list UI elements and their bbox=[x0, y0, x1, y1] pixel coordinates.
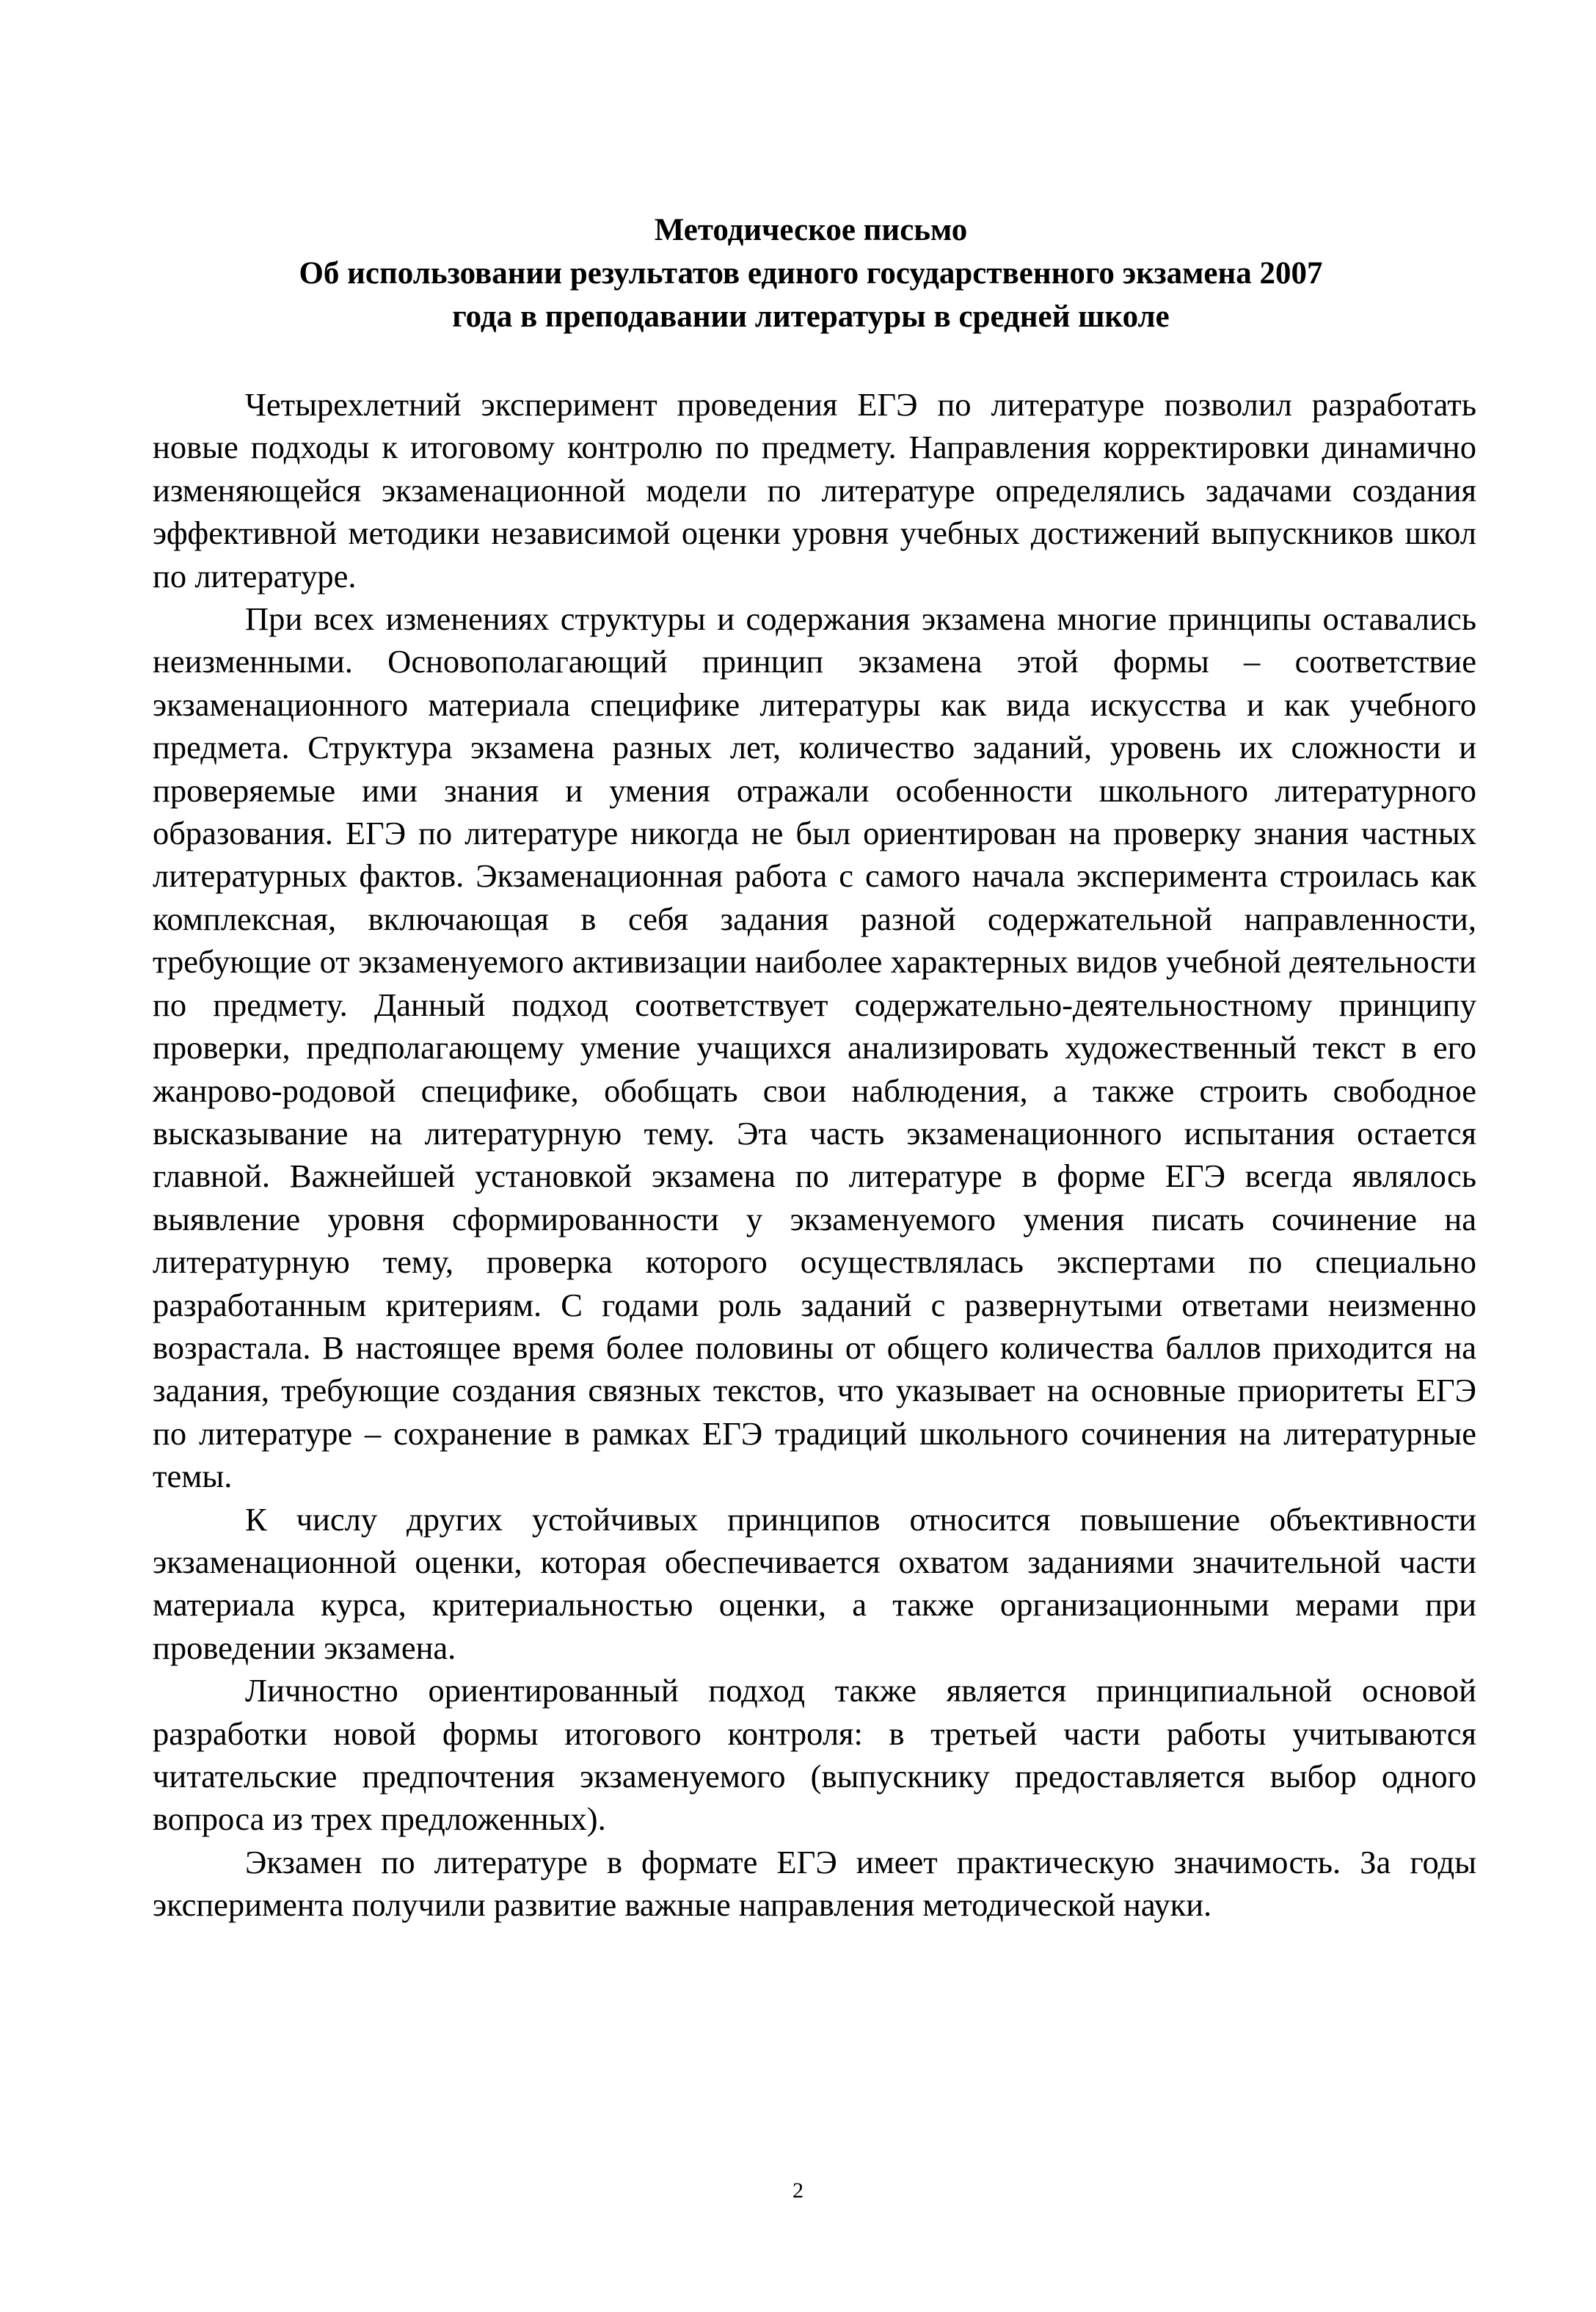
document-title bbox=[147, 208, 1475, 338]
page-number: 2 bbox=[792, 2178, 804, 2203]
title-line-3: года в преподавании литературы в средней школе bbox=[452, 299, 1170, 334]
document-body bbox=[153, 383, 1476, 1927]
paragraph-4: Личностно ориентированный подход также является принципиальной основой разработки новой формы итогового контроля: в третьей части работы учитываются читательские предпочтения экзаменуемого (выпускнику предоставляется выбор одного вопроса из трех предложенных). bbox=[153, 1672, 1476, 1838]
title-line-2: Об использовании результатов единого государственного экзамена 2007 bbox=[299, 256, 1323, 291]
paragraph-5: Экзамен по литературе в формате ЕГЭ имеет практическую значимость. За годы эксперимента получили развитие важные направления методической науки. bbox=[153, 1843, 1476, 1924]
paragraph-1: Четырехлетний эксперимент проведения ЕГЭ по литературе позволил разработать новые подходы к итоговому контролю по предмету. Направления корректировки динамично изменяющейся экзаменационной модели по литературе определялись задачами создания эффективной методики независимой оценки уровня учебных достижений выпускников школ по литературе. bbox=[153, 386, 1476, 595]
paragraph-3: К числу других устойчивых принципов относится повышение объективности экзаменационной оценки, которая обеспечивается охватом заданиями значительной части материала курса, критериальностью оценки, а также организационными мерами при проведении экзамена. bbox=[153, 1500, 1476, 1666]
paragraph-2: При всех изменениях структуры и содержания экзамена многие принципы оставались неизменными. Основополагающий принцип экзамена этой формы – соответствие экзаменационного материала специфике литературы как вида искусства и как учебного предмета. Структура экзамена разных лет, количество заданий, уровень их сложности и проверяемые ими знания и умения отражали особенности школьного литературного образования. ЕГЭ по литературе никогда не был ориентирован на проверку знания частных литературных фактов. Экзаменационная работа с самого начала эксперимента строилась как комплексная, включающая в себя задания разной содержательной направленности, требующие от экзаменуемого активизации наиболее характерных видов учебной деятельности по предмету. Данный подход соответствует содержательно-деятельностному принципу проверки, предполагающему умение учащихся анализировать художественный текст в его жанрово-родовой специфике, обобщать свои наблюдения, а также строить свободное высказывание на литературную тему. Эта часть экзаменационного испытания остается главной. Важнейшей установкой экзамена по литературе в форме ЕГЭ всегда являлось выявление уровня сформированности у экзаменуемого умения писать сочинение на литературную тему, проверка которого осуществлялась экспертами по специально разработанным критериям. С годами роль заданий с развернутыми ответами неизменно возрастала. В настоящее время более половины от общего количества баллов приходится на задания, требующие создания связных текстов, что указывает на основные приоритеты ЕГЭ по литературе – сохранение в рамках ЕГЭ традиций школьного сочинения на литературные темы. bbox=[153, 600, 1476, 1495]
title-line-1: Методическое письмо bbox=[654, 213, 968, 247]
